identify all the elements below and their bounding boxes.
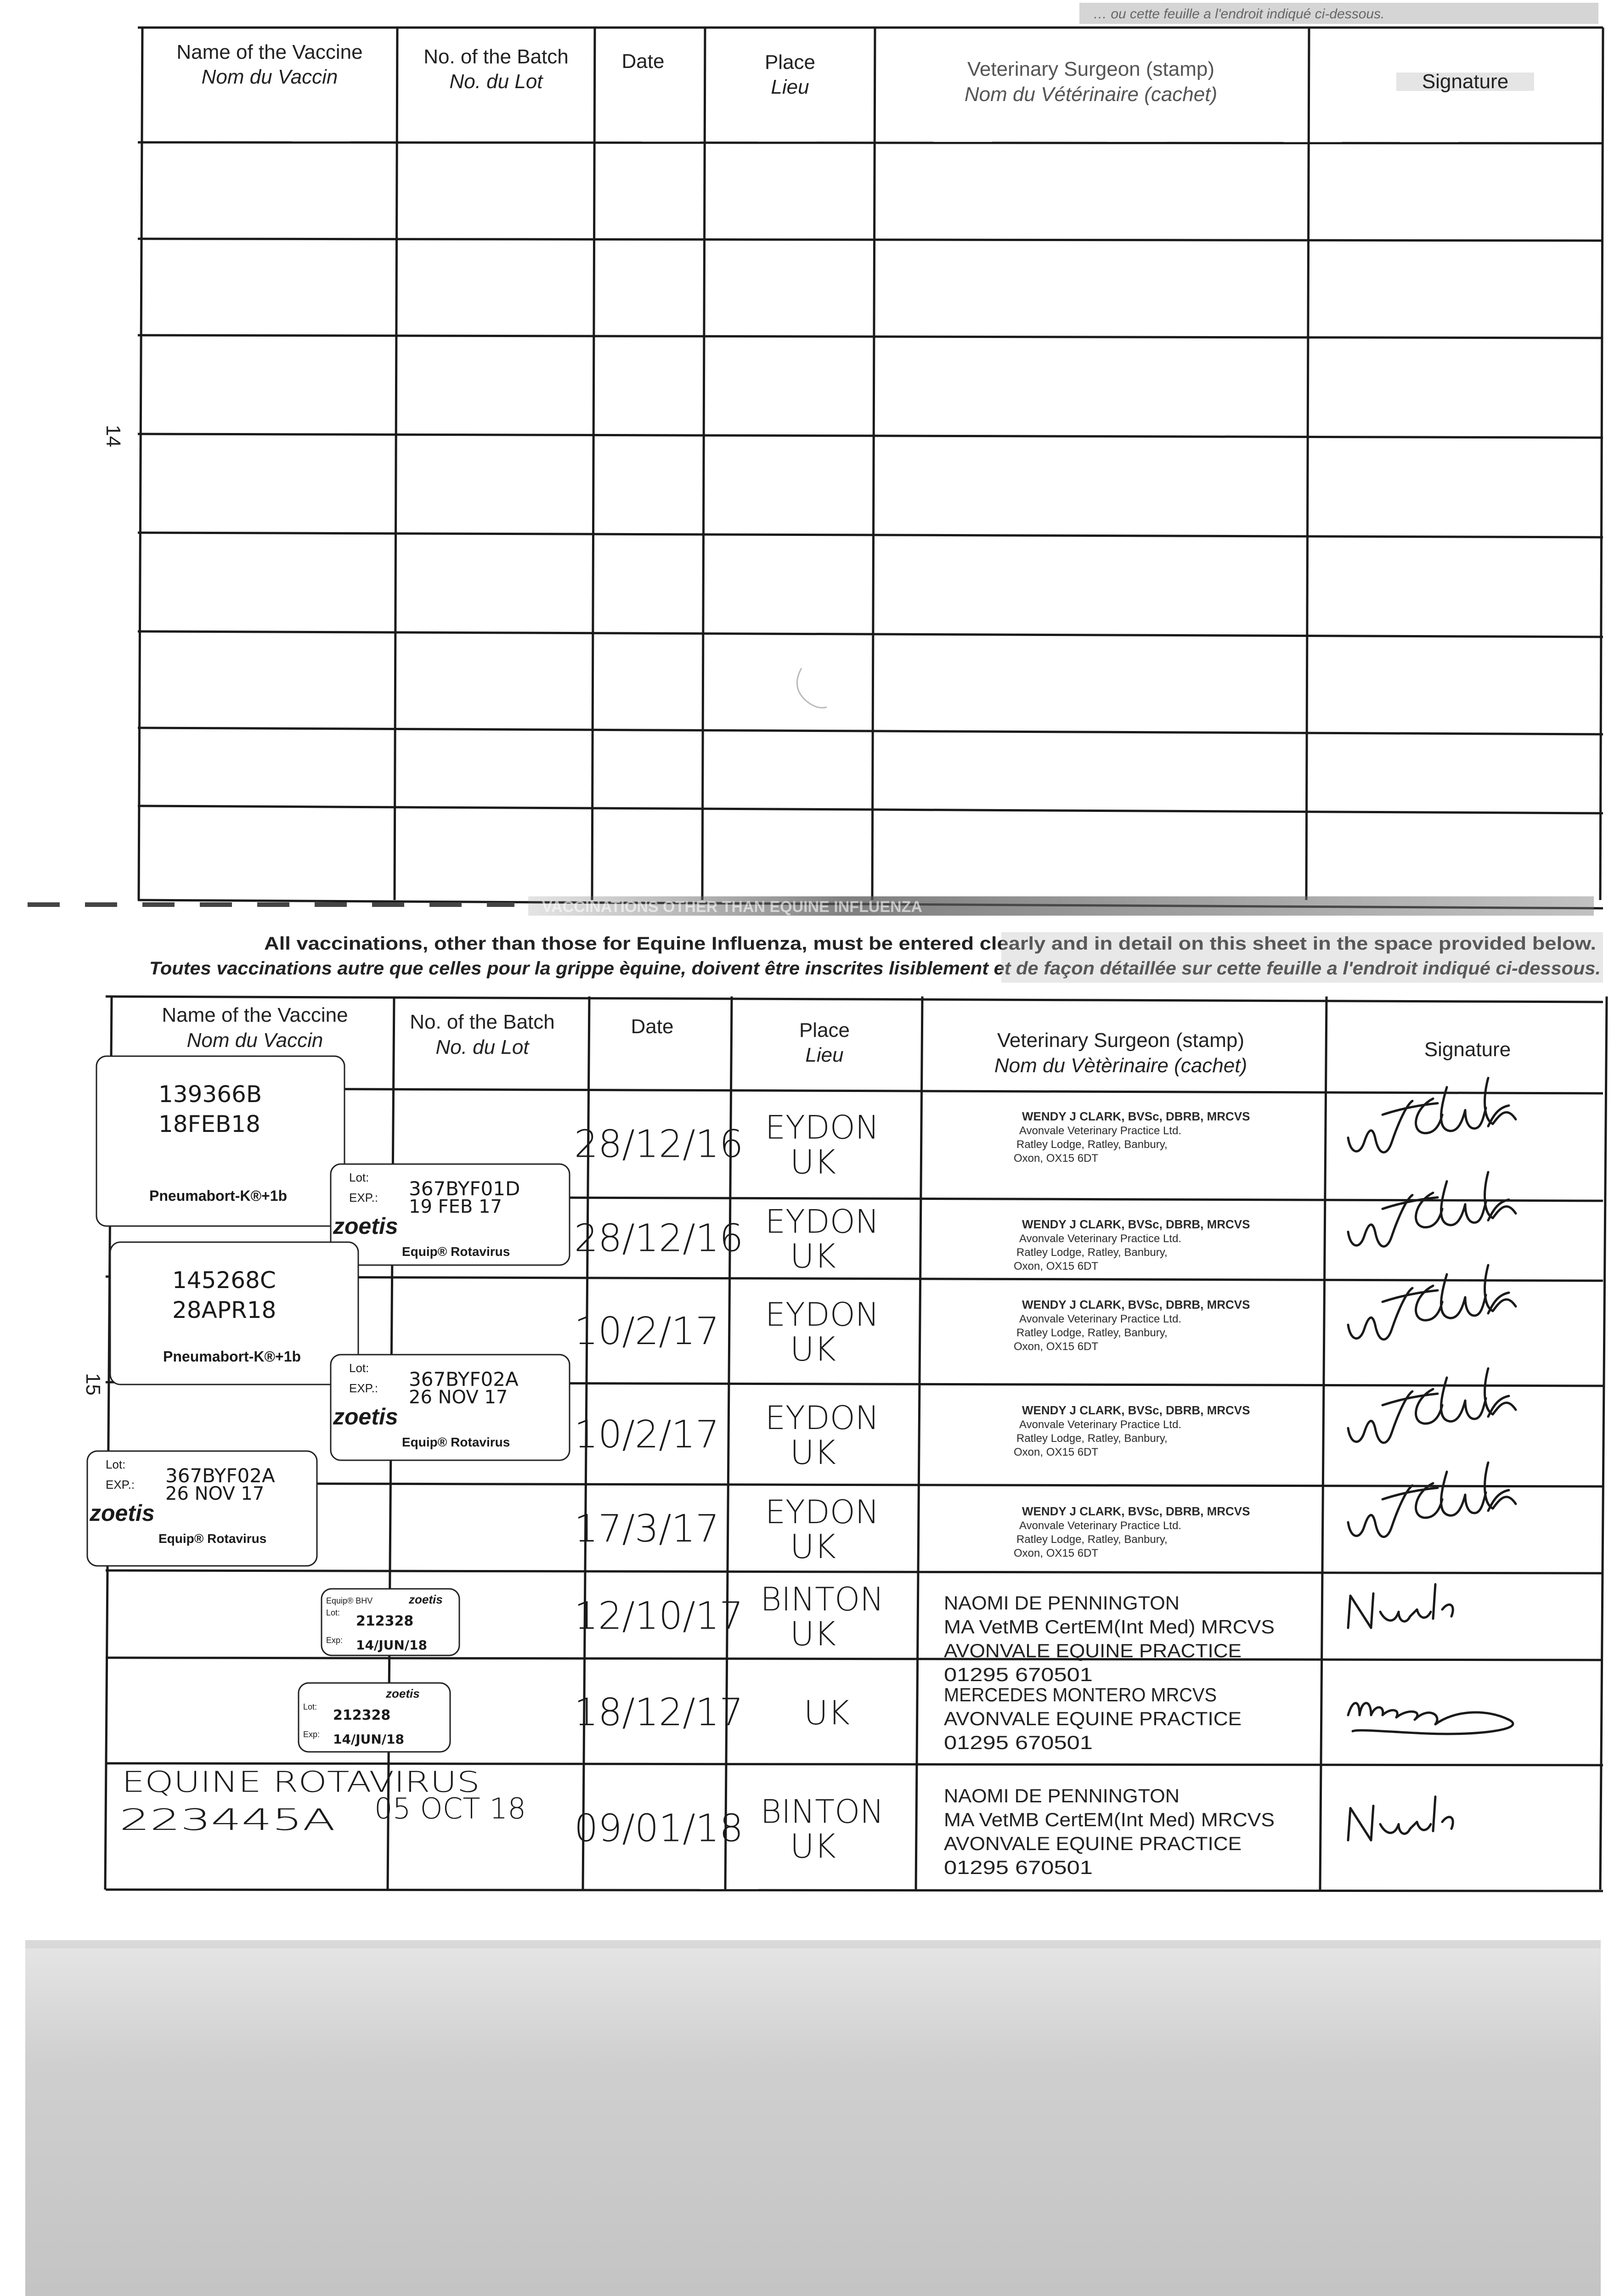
lower-grid-row-line <box>106 1890 1603 1891</box>
page-number-14 <box>102 425 124 447</box>
vet-stamp-line: AVONVALE EQUINE PRACTICE <box>944 1833 1242 1854</box>
vet-stamp-line: Oxon, OX15 6DT <box>1014 1446 1099 1458</box>
upper-header-vaccine-en: Name of the Vaccine <box>176 41 363 63</box>
vet-stamp-name: WENDY J CLARK, BVSc, DBRB, MRCVS <box>1022 1403 1250 1417</box>
label-brand: zoetis <box>386 1687 420 1700</box>
label-brand: zoetis <box>90 1500 155 1526</box>
vet-stamp-name: WENDY J CLARK, BVSc, DBRB, MRCVS <box>1022 1217 1250 1231</box>
upper-header-vet-fr: Nom du Vétérinaire (cachet) <box>964 83 1218 106</box>
label-exp-caption: EXP.: <box>349 1381 378 1395</box>
lower-header-date: Date <box>631 1015 674 1038</box>
upper-header-vaccine-fr: Nom du Vaccin <box>201 66 338 88</box>
row-place-line2: UK <box>790 1433 836 1472</box>
page-number-15 <box>82 1373 104 1396</box>
label-exp-caption: Exp: <box>303 1730 320 1739</box>
vaccine-label <box>299 1683 450 1752</box>
vet-stamp-line: Avonvale Veterinary Practice Ltd. <box>1019 1125 1182 1137</box>
vet-stamp-name: MERCEDES MONTERO MRCVS <box>944 1684 1217 1705</box>
vet-stamp-line: Avonvale Veterinary Practice Ltd. <box>1019 1232 1182 1245</box>
upper-header-place-fr: Lieu <box>771 76 809 98</box>
row-vaccine-batch: 223445A <box>119 1803 335 1837</box>
upper-header-place-en: Place <box>764 51 816 73</box>
vet-stamp-line: 01295 670501 <box>944 1857 1093 1878</box>
vaccine-label <box>322 1589 459 1655</box>
label-expiry: 18FEB18 <box>158 1111 260 1137</box>
vet-stamp-line: 01295 670501 <box>944 1732 1093 1753</box>
vaccine-label <box>331 1355 570 1460</box>
label-lot-caption: Lot: <box>106 1458 126 1471</box>
vet-stamp-line: Avonvale Veterinary Practice Ltd. <box>1019 1519 1182 1532</box>
page-number-upper: 14 <box>102 425 124 447</box>
row-date: 10/2/17 <box>574 1413 720 1457</box>
upper-header-batch-en: No. of the Batch <box>423 45 569 68</box>
label-brand: zoetis <box>409 1593 443 1606</box>
lower-header-vaccine-fr: Nom du Vaccin <box>186 1029 323 1052</box>
label-expiry: 28APR18 <box>172 1297 277 1323</box>
vaccine-label <box>96 1056 344 1226</box>
label-product: Pneumabort-K®+1b <box>149 1187 288 1204</box>
lower-header-signature: Signature <box>1424 1038 1511 1061</box>
scanner-edge-band <box>25 1940 1601 2296</box>
upper-header-batch-fr: No. du Lot <box>449 70 543 93</box>
label-batch: 367BYF02A <box>165 1464 275 1487</box>
vet-stamp-line: 01295 670501 <box>944 1664 1093 1685</box>
label-product: Equip® Rotavirus <box>402 1244 510 1259</box>
vet-stamp-line: Oxon, OX15 6DT <box>1014 1340 1099 1353</box>
label-batch: 367BYF02A <box>409 1368 519 1390</box>
row-place-line1: UK <box>804 1694 850 1732</box>
vet-stamp-line: Oxon, OX15 6DT <box>1014 1152 1099 1165</box>
vet-stamp-line: Oxon, OX15 6DT <box>1014 1260 1099 1272</box>
row-place-line2: UK <box>790 1527 836 1566</box>
row-place-line1: EYDON <box>765 1493 880 1531</box>
vet-stamp-name: NAOMI DE PENNINGTON <box>944 1592 1180 1614</box>
label-exp-caption: Exp: <box>326 1636 343 1645</box>
label-lot-caption: Lot: <box>349 1171 369 1184</box>
label-brand: zoetis <box>333 1213 398 1239</box>
label-lot-caption: Lot: <box>349 1361 369 1375</box>
row-vaccine-name: EQUINE ROTAVIRUS <box>122 1765 480 1799</box>
upper-header-signature: Signature <box>1422 70 1509 93</box>
label-expiry: 19 FEB 17 <box>409 1196 502 1217</box>
label-lot-caption: Lot: <box>303 1702 317 1711</box>
vaccine-label <box>331 1164 570 1265</box>
row-place-line1: BINTON <box>760 1581 884 1618</box>
row-date: 28/12/16 <box>574 1122 744 1166</box>
page-number-lower: 15 <box>82 1373 104 1396</box>
intro-english: All vaccinations, other than those for Equine Influenza, must be entered clearly and in detail on this sheet in the space provided below. <box>264 934 1596 954</box>
vet-stamp-line: MA VetMB CertEM(Int Med) MRCVS <box>944 1616 1275 1638</box>
label-exp-caption: EXP.: <box>349 1191 378 1204</box>
row-date: 10/2/17 <box>574 1310 720 1353</box>
label-product: Equip® Rotavirus <box>402 1435 510 1449</box>
vet-stamp-line: Ratley Lodge, Ratley, Banbury, <box>1016 1533 1168 1546</box>
top-clipped-heading-text: … ou cette feuille a l'endroit indiqué ci-dessous. <box>1093 6 1385 22</box>
vet-stamp-line: Ratley Lodge, Ratley, Banbury, <box>1016 1246 1168 1259</box>
lower-header-vet-en: Veterinary Surgeon (stamp) <box>997 1029 1245 1052</box>
row-batch: 05 OCT 18 <box>374 1792 526 1825</box>
label-batch: 367BYF01D <box>409 1177 520 1200</box>
label-batch: 212328 <box>333 1707 391 1723</box>
upper-header-vet-en: Veterinary Surgeon (stamp) <box>967 58 1215 80</box>
separator-heading-text: VACCINATIONS OTHER THAN EQUINE INFLUENZA <box>542 898 922 916</box>
label-lot-caption: Lot: <box>326 1608 340 1617</box>
label-exp-caption: EXP.: <box>106 1478 135 1491</box>
lower-header-place-en: Place <box>799 1019 850 1041</box>
vaccine-label <box>87 1451 317 1566</box>
vet-stamp-name: WENDY J CLARK, BVSc, DBRB, MRCVS <box>1022 1109 1250 1123</box>
label-batch: 139366B <box>158 1081 262 1108</box>
row-place-line1: EYDON <box>765 1296 880 1334</box>
vet-stamp-line: AVONVALE EQUINE PRACTICE <box>944 1708 1242 1729</box>
label-expiry: 14/JUN/18 <box>356 1638 427 1653</box>
lower-header-batch-fr: No. du Lot <box>435 1036 529 1058</box>
vet-stamp-line: AVONVALE EQUINE PRACTICE <box>944 1640 1242 1661</box>
row-place-line2: UK <box>790 1142 836 1182</box>
row-date: 09/01/18 <box>574 1806 744 1851</box>
row-date: 17/3/17 <box>574 1507 720 1551</box>
row-place-line2: UK <box>790 1615 836 1653</box>
vet-stamp-line: Oxon, OX15 6DT <box>1014 1547 1099 1559</box>
label-product: Equip® BHV <box>326 1596 373 1605</box>
intro-fade-right <box>1001 932 1603 983</box>
upper-header-date: Date <box>621 50 665 73</box>
vet-stamp-name: NAOMI DE PENNINGTON <box>944 1785 1180 1806</box>
row-place-line2: UK <box>790 1827 836 1866</box>
label-product: Equip® Rotavirus <box>158 1531 267 1546</box>
scanner-edge-shadow <box>25 1940 1601 1948</box>
lower-header-batch-en: No. of the Batch <box>410 1011 555 1033</box>
label-expiry: 26 NOV 17 <box>409 1387 508 1408</box>
vet-stamp-name: WENDY J CLARK, BVSc, DBRB, MRCVS <box>1022 1504 1250 1518</box>
vet-stamp-line: Avonvale Veterinary Practice Ltd. <box>1019 1313 1182 1325</box>
row-date: 12/10/17 <box>574 1594 744 1638</box>
label-expiry: 26 NOV 17 <box>165 1483 265 1504</box>
label-batch: 145268C <box>172 1267 276 1294</box>
top-clipped-heading <box>1079 3 1598 24</box>
vaccine-label <box>110 1242 358 1384</box>
intro-french: Toutes vaccinations autre que celles pour la grippe èquine, doivent être inscrites lisiblement et de façon détaillée sur cette feuille a l'endroit indiqué ci-dessous. <box>149 958 1601 979</box>
lower-header-vet-fr: Nom du Vètèrinaire (cachet) <box>994 1054 1247 1077</box>
vet-stamp-line: MA VetMB CertEM(Int Med) MRCVS <box>944 1809 1275 1830</box>
row-date: 28/12/16 <box>574 1216 744 1261</box>
lower-header-vaccine-en: Name of the Vaccine <box>162 1004 348 1026</box>
row-place-line1: EYDON <box>765 1399 880 1437</box>
vet-stamp-name: WENDY J CLARK, BVSc, DBRB, MRCVS <box>1022 1298 1250 1311</box>
upper-grid-row-line <box>138 142 1603 143</box>
label-brand: zoetis <box>333 1404 398 1429</box>
label-batch: 212328 <box>356 1613 414 1629</box>
row-date: 18/12/17 <box>574 1691 744 1734</box>
row-place-line1: EYDON <box>765 1109 880 1147</box>
vet-stamp-line: Avonvale Veterinary Practice Ltd. <box>1019 1418 1182 1431</box>
vet-stamp-line: Ratley Lodge, Ratley, Banbury, <box>1016 1138 1168 1151</box>
label-product: Pneumabort-K®+1b <box>163 1348 301 1365</box>
vet-stamp-line: Ratley Lodge, Ratley, Banbury, <box>1016 1432 1168 1445</box>
lower-header-place-fr: Lieu <box>805 1044 844 1066</box>
row-place-line2: UK <box>790 1330 836 1368</box>
label-expiry: 14/JUN/18 <box>333 1732 404 1747</box>
row-place-line2: UK <box>790 1237 836 1276</box>
row-place-line1: BINTON <box>760 1793 884 1831</box>
vet-stamp-line: Ratley Lodge, Ratley, Banbury, <box>1016 1327 1168 1339</box>
row-place-line1: EYDON <box>765 1203 880 1241</box>
